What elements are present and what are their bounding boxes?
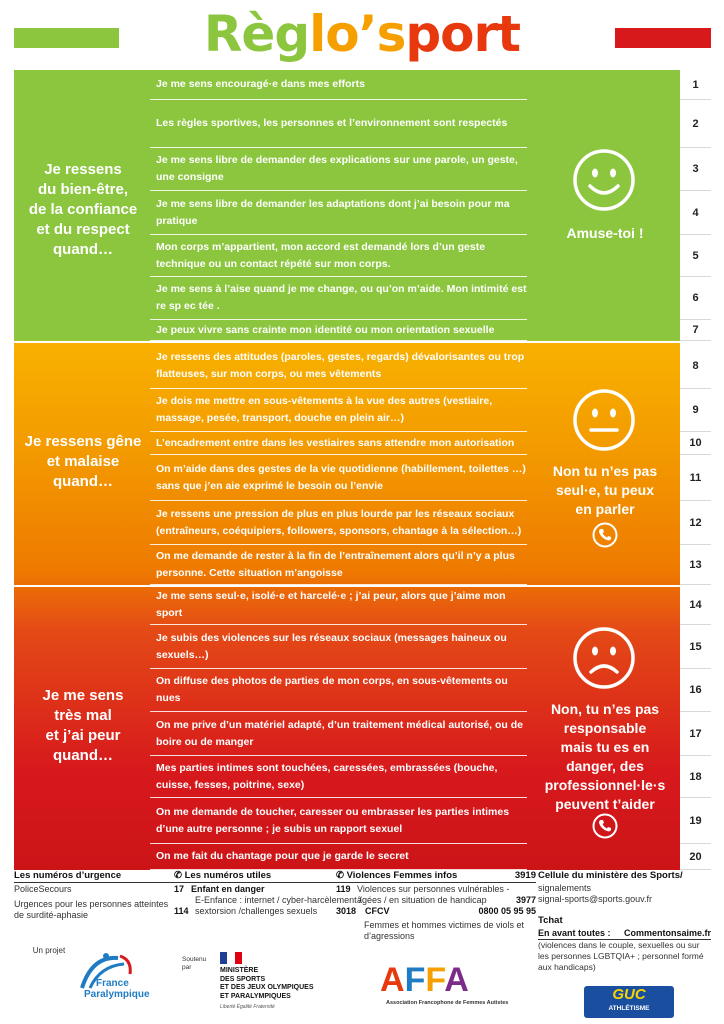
ministry-line: signalements <box>538 883 592 893</box>
statement-row <box>150 756 527 798</box>
row-number: 3 <box>680 148 711 191</box>
sad-face-icon <box>572 626 636 690</box>
statement-text: Je ressens des attitudes (paroles, gestes, regards) dévalorisantes ou trop flatteuses, sur mon corps, ou mes vêtements <box>156 350 525 380</box>
row-number: 20 <box>680 844 711 870</box>
statement-row <box>150 343 527 389</box>
phone-icon: ✆ <box>336 870 347 881</box>
row-number: 12 <box>680 501 711 545</box>
statement-text: Les règles sportives, les personnes et l’environnement sont respectés <box>156 117 508 129</box>
row-number: 18 <box>680 756 711 798</box>
france-para-text: France <box>96 978 129 989</box>
urgence-item: Urgences pour les personnes atteintes de surdité-aphasie <box>14 899 169 920</box>
useful-numbers <box>174 870 362 917</box>
violence-numbers <box>336 870 536 942</box>
section-2-response: Non tu n’es pas seul·e, tu peux en parler <box>552 463 658 517</box>
statement-text: Je me sens libre de demander les adaptations dont j’ai besoin pour ma pratique <box>156 197 510 227</box>
violence-item: 3018 CFCV 0800 05 95 95 <box>336 906 536 916</box>
statement-row <box>150 798 527 844</box>
row-number: 1 <box>680 70 711 100</box>
statement-row <box>150 585 527 625</box>
main-table <box>14 70 711 870</box>
title-part-3: port <box>405 5 521 63</box>
row-number: 17 <box>680 712 711 756</box>
tchat-description: (violences dans le couple, sexuelles ou sur les personnes LGBTQIA+ ; personnel formé aux handicaps) <box>538 940 704 972</box>
row-number: 16 <box>680 669 711 712</box>
statement-text: Je me sens encouragé·e dans mes efforts <box>156 78 365 90</box>
useful-item: 114 E-Enfance : internet / cyber-harcèlement / sextorsion /challenges sexuels <box>174 895 362 916</box>
statement-row <box>150 625 527 669</box>
statement-row <box>150 100 527 148</box>
guc-logo: GUC ATHLÉTISME <box>584 986 674 1018</box>
phone-icon: ✆ <box>174 870 185 881</box>
page-title <box>0 2 724 66</box>
tchat-title: Tchat <box>538 915 563 926</box>
statement-row <box>150 501 527 545</box>
phone-icon <box>592 522 618 548</box>
republique-flag-icon <box>220 952 242 964</box>
violence-item: 119 Violences sur personnes vulnérables - âgées / en situation de handicap 3977 <box>336 884 536 905</box>
section-3-response: Non, tu n’es pas responsable mais tu es en danger, des professionnel·le·s peuvent t’aider <box>544 701 666 812</box>
statement-row <box>150 545 527 585</box>
statement-row <box>150 320 527 341</box>
title-part-2: lo’s <box>309 5 406 63</box>
france-para-text: Paralympique <box>84 989 150 1000</box>
statement-row <box>150 70 527 100</box>
statement-text: On m’aide dans des gestes de la vie quotidienne (habillement, toilettes …) sans que j’en aie exprimé le besoin ou l’envie <box>156 462 526 492</box>
ministry-title: Cellule du ministère des Sports/ <box>538 870 683 881</box>
statement-text: Mon corps m’appartient, mon accord est demandé lors d’un geste technique ou un contact répété sur mon corps. <box>156 240 486 270</box>
row-number: 11 <box>680 455 711 501</box>
violence-title: ✆ Violences Femmes infos 3919 <box>336 870 536 881</box>
urgence-title: Les numéros d’urgence <box>14 870 176 883</box>
useful-item: 17 Enfant en danger <box>174 884 265 894</box>
afffa-subtitle: Association Francophone de Femmes Autistes <box>386 1000 509 1006</box>
statement-text: On me demande de rester à la fin de l’entraînement alors qu’il n’y a plus personne. Cette situation m’angoisse <box>156 549 515 579</box>
statement-row <box>150 148 527 191</box>
title-part-1: Règ <box>203 5 310 63</box>
statement-text: On me demande de toucher, caresser ou embrasser les parties intimes d’une autre personne ; je subis un rapport sexuel <box>156 805 510 835</box>
statement-text: Je me sens seul·e, isolé·e et harcelé·e ; j’ai peur, alors que j’aime mon sport <box>156 589 506 619</box>
urgence-item: PoliceSecours <box>14 884 72 894</box>
neutral-face-icon <box>572 388 636 452</box>
statement-text: Je dois me mettre en sous-vêtements à la vue des autres (vestiaire, massage, pesée, transport, douche en plein air…) <box>156 395 493 424</box>
statement-row <box>150 432 527 455</box>
statement-row <box>150 389 527 432</box>
ministry-logo-text: MINISTÈRE DES SPORTS ET DES JEUX OLYMPIQUES ET PARALYMPIQUES Liberté Égalité Fraternité <box>220 967 314 1010</box>
section-1-response: Amuse-toi ! <box>566 225 644 241</box>
statement-text: Je me sens libre de demander des explications sur une parole, un geste, une consigne <box>156 154 518 183</box>
row-number: 14 <box>680 585 711 625</box>
row-number: 8 <box>680 343 711 389</box>
ministry-cell <box>538 870 711 973</box>
project-label: Un projet <box>32 946 66 955</box>
row-number: 4 <box>680 191 711 235</box>
supported-label: Soutenu par <box>182 956 207 971</box>
statement-text: Je me sens à l’aise quand je me change, ou qu’on m’aide. Mon intimité est re sp ec tée . <box>156 283 527 312</box>
row-number: 13 <box>680 545 711 585</box>
statement-text: Je peux vivre sans crainte mon identité ou mon orientation sexuelle <box>156 323 495 336</box>
statement-text: L’encadrement entre dans les vestiaires sans attendre mon autorisation <box>156 436 515 449</box>
violence-item: Femmes et hommes victimes de viols et d’agressions <box>364 920 525 941</box>
tchat-row: En avant toutes : Commentonsaime.fr <box>538 928 711 938</box>
row-number: 6 <box>680 277 711 320</box>
row-number: 7 <box>680 320 711 341</box>
ministry-email-link[interactable]: signal-sports@sports.gouv.fr <box>538 894 653 904</box>
statement-row <box>150 712 527 756</box>
statement-text: Je subis des violences sur les réseaux sociaux (messages haineux ou sexuels…) <box>156 631 507 661</box>
section-3-label: Je me sens très mal et j’ai peur quand… <box>42 687 124 764</box>
footer <box>14 870 711 1020</box>
header <box>0 0 724 70</box>
row-number: 15 <box>680 625 711 669</box>
statement-row <box>150 235 527 277</box>
phone-icon <box>592 813 618 839</box>
row-number: 10 <box>680 432 711 455</box>
statement-text: Je ressens une pression de plus en plus lourde par les réseaux sociaux (entraîneurs, coéquipiers, followers, sponsors, chantage à la sélection…) <box>156 507 522 537</box>
row-number: 5 <box>680 235 711 277</box>
afffa-logo: AFFA <box>380 961 469 999</box>
statement-row <box>150 669 527 712</box>
section-2-label: Je ressens gêne et malaise quand… <box>24 433 142 490</box>
statement-text: On me prive d’un matériel adapté, d’un traitement médical autorisé, ou de boire ou de manger <box>156 718 524 748</box>
statement-row <box>150 191 527 235</box>
row-number: 9 <box>680 389 711 432</box>
useful-title: ✆ Les numéros utiles <box>174 870 362 883</box>
tchat-link[interactable]: Commentonsaime.fr <box>623 928 711 938</box>
statement-row <box>150 455 527 501</box>
happy-face-icon <box>572 148 636 212</box>
urgence-numbers <box>14 870 176 921</box>
row-number: 19 <box>680 798 711 844</box>
row-number: 2 <box>680 100 711 148</box>
statement-row <box>150 277 527 320</box>
statement-text: On diffuse des photos de parties de mon corps, en sous-vêtements ou nues <box>156 675 508 704</box>
section-1-label: Je ressens du bien-être, de la confiance et du respect quand… <box>28 161 138 258</box>
statement-text: Mes parties intimes sont touchées, caressées, embrassées (bouche, cuisse, fesses, poitrine, sexe) <box>156 761 498 791</box>
statement-row <box>150 844 527 870</box>
statement-text: On me fait du chantage pour que je garde le secret <box>156 850 409 862</box>
